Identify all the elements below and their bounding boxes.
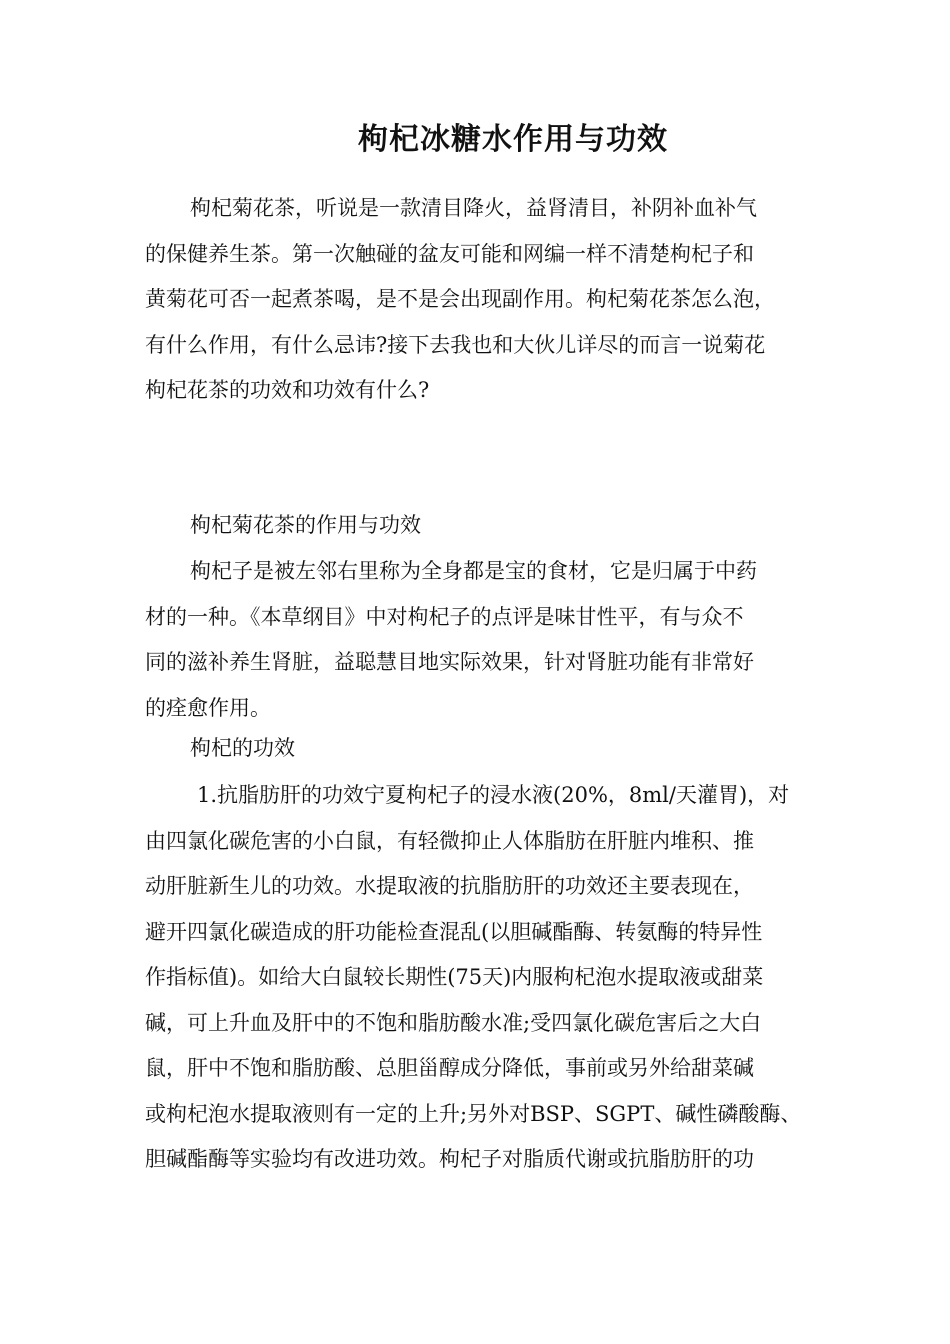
- section1-heading: [145, 503, 835, 549]
- text-line: 枸杞子是被左邻右里称为全身都是宝的食材，它是归属于中药: [190, 559, 757, 583]
- text-line: 材的一种。《本草纲目》中对枸杞子的点评是味甘性平，有与众不: [145, 604, 744, 629]
- text-line: 同的滋补养生肾脏，益聪慧目地实际效果，针对肾脏功能有非常好: [145, 650, 754, 674]
- section-heading-text: 枸杞菊花茶的作用与功效: [190, 513, 421, 537]
- text-line: 碱，可上升血及肝中的不饱和脂肪酸水准;受四氯化碳危害后之大白: [145, 1010, 762, 1035]
- text-line: 黄菊花可否一起煮茶喝，是不是会出现副作用。枸杞菊花茶怎么泡，: [145, 287, 775, 311]
- text-line: 避开四氯化碳造成的肝功能检查混乱(以胆碱酯酶、转氨酶的特异性: [145, 919, 763, 944]
- text-line: 动肝脏新生儿的功效。水提取液的抗脂肪肝的功效还主要表现在，: [145, 874, 754, 898]
- section-heading-text: 枸杞的功效: [190, 736, 295, 760]
- text-line: 的痊愈作用。: [145, 695, 271, 720]
- text-line: 1.抗脂肪肝的功效宁夏枸杞子的浸水液(20%，8ml/天灌胃)，对: [197, 783, 790, 807]
- document-title: 枸杞冰糖水作用与功效: [358, 122, 668, 157]
- text-line: 作指标值)。如给大白鼠较长期性(75天)内服枸杞泡水提取液或甜菜: [145, 965, 764, 989]
- text-line: 或枸杞泡水提取液则有一定的上升;另外对BSP、SGPT、碱性磷酸酶、: [145, 1101, 802, 1126]
- text-line: 鼠，肝中不饱和脂肪酸、总胆甾醇成分降低，事前或另外给甜菜碱: [145, 1056, 754, 1080]
- text-line: 的保健养生茶。第一次触碰的盆友可能和网编一样不清楚枸杞子和: [145, 241, 754, 266]
- section2-heading: [145, 726, 835, 772]
- intro-paragraph: [145, 186, 835, 414]
- text-line: 有什么作用，有什么忌讳?接下去我也和大伙儿详尽的而言一说菊花: [145, 332, 766, 357]
- text-line: 由四氯化碳危害的小白鼠，有轻微抑止人体脂肪在肝脏内堆积、推: [145, 828, 754, 853]
- item1-paragraph: [145, 773, 835, 1183]
- text-line: 枸杞菊花茶，听说是一款清目降火，益肾清目，补阴补血补气: [190, 196, 757, 220]
- text-line: 枸杞花茶的功效和功效有什么?: [145, 378, 430, 402]
- text-line: 胆碱酯酶等实验均有改进功效。枸杞子对脂质代谢或抗脂肪肝的功: [145, 1147, 754, 1171]
- section1-paragraph: [145, 549, 835, 731]
